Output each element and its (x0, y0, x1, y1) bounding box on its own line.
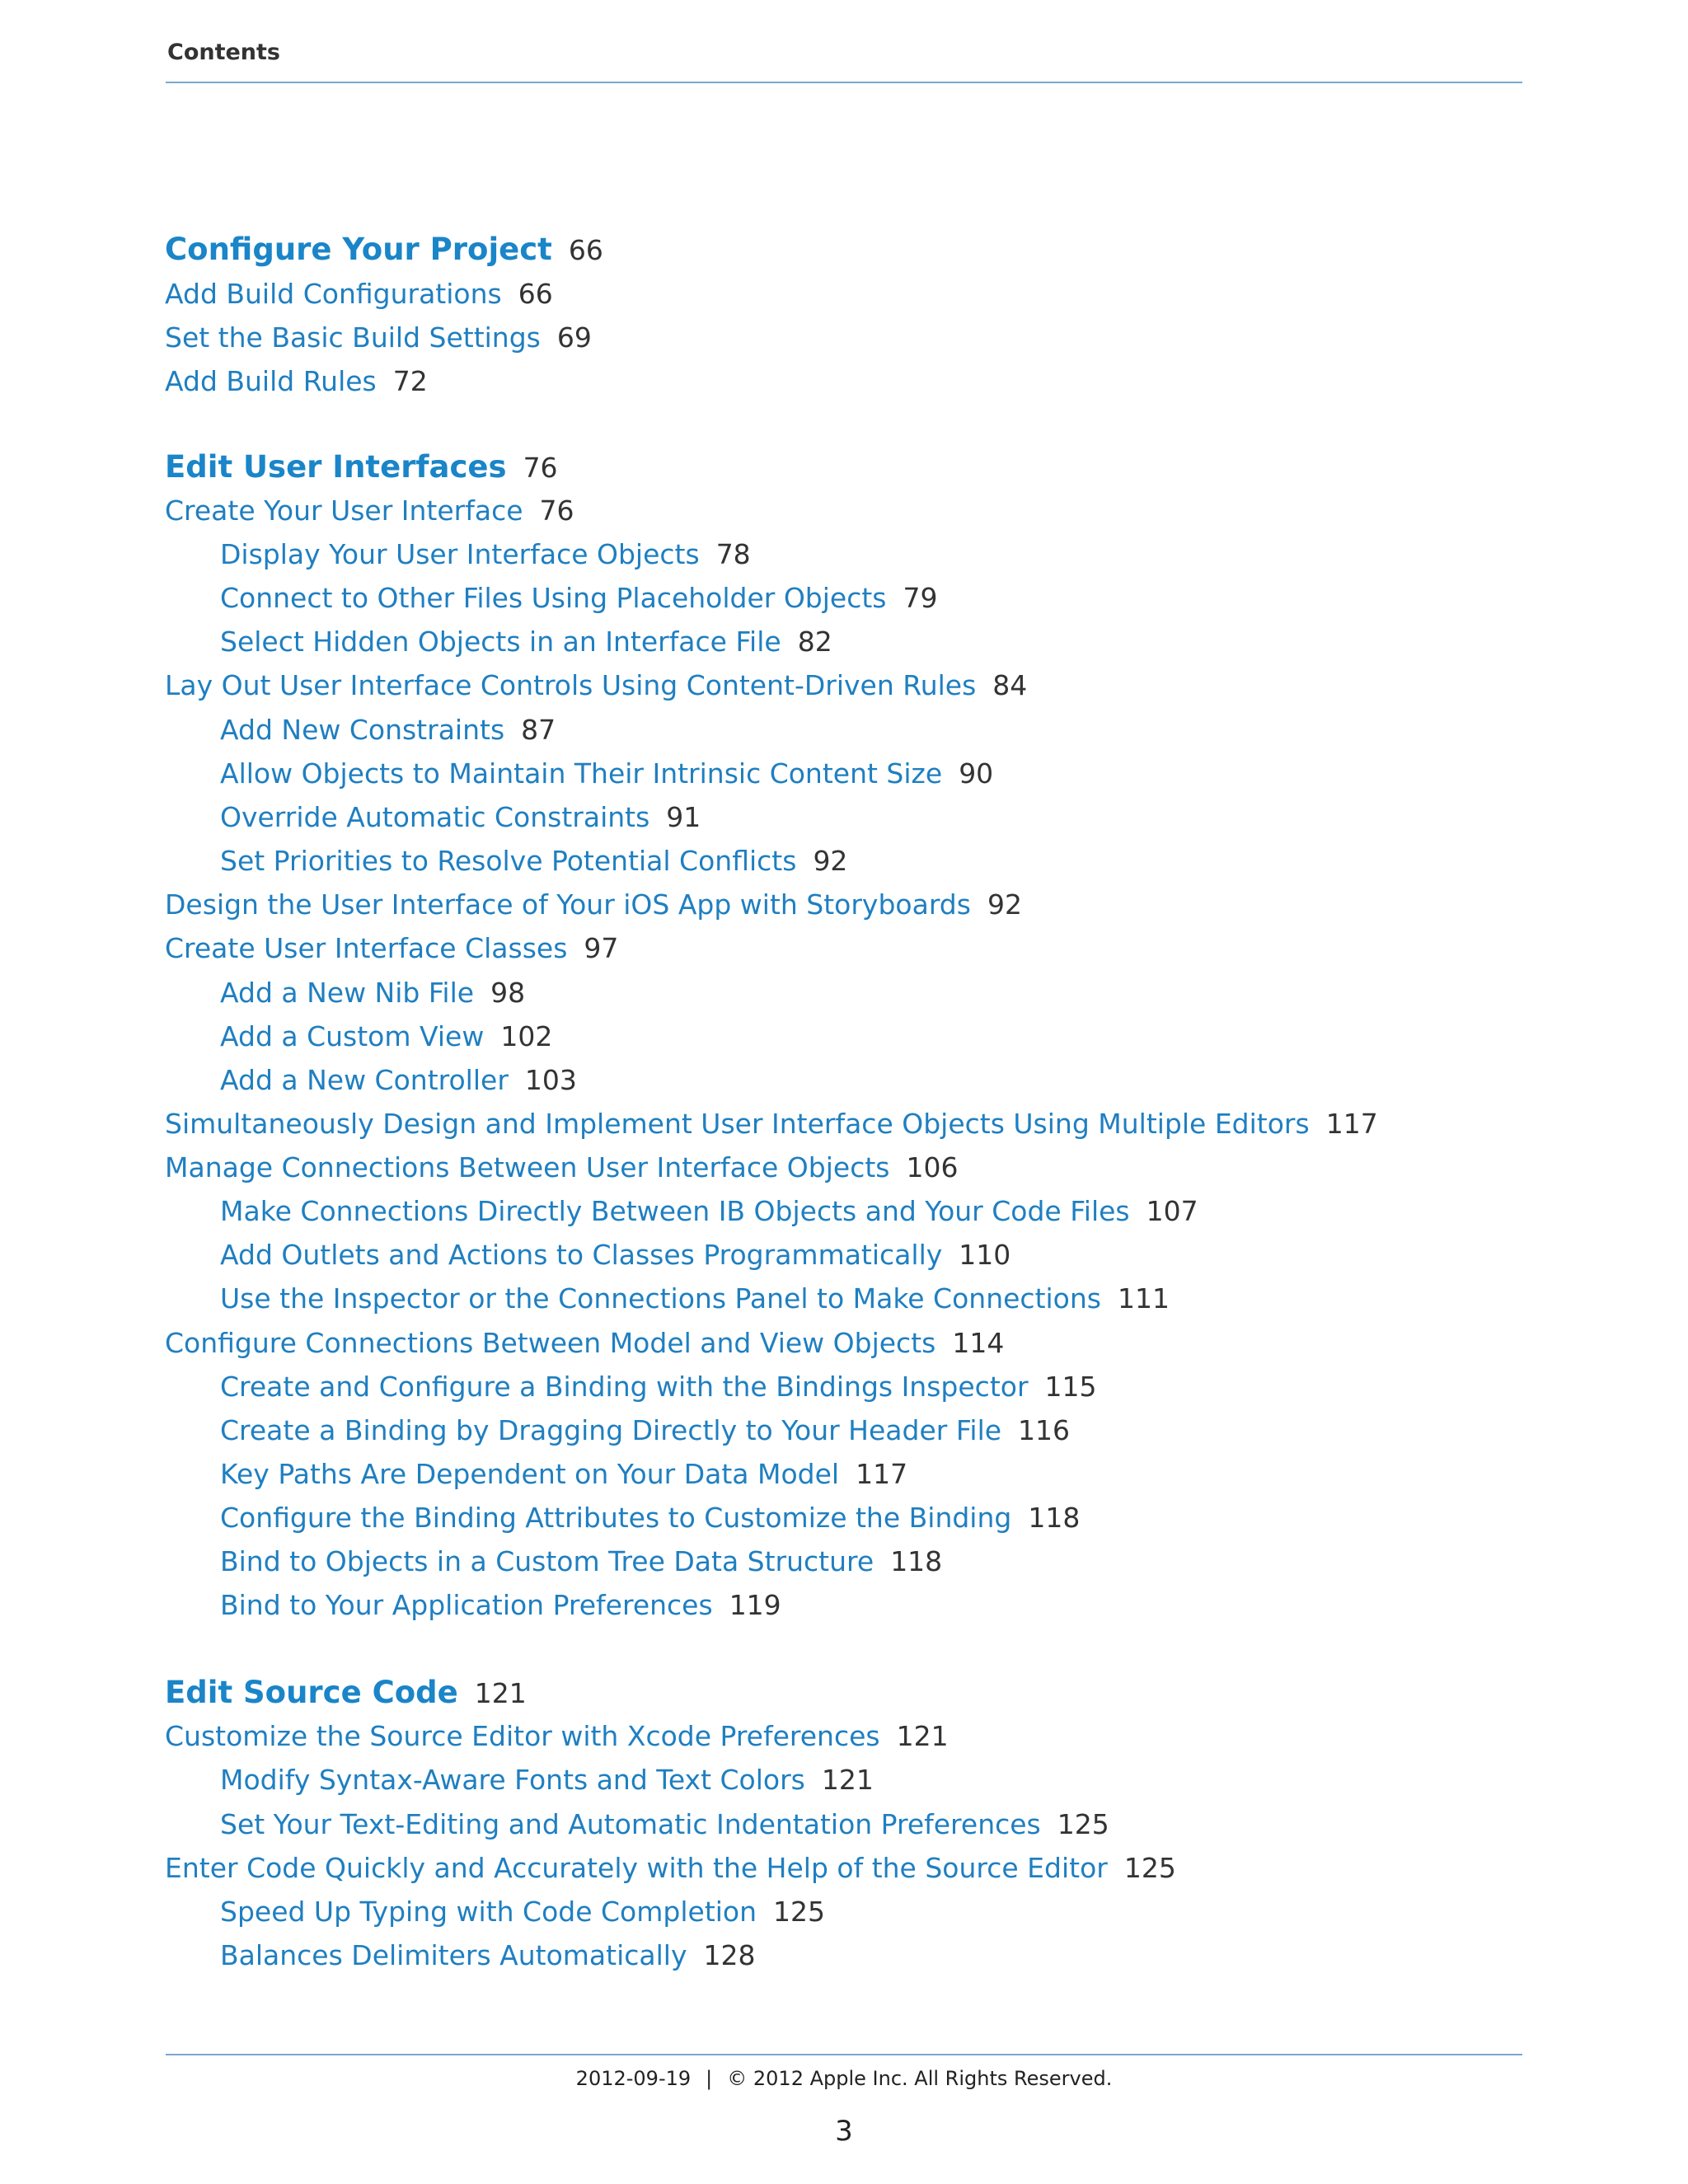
toc-entry-page: 66 (568, 234, 603, 266)
toc-section-link[interactable] (165, 1327, 1004, 1360)
toc-section-link[interactable] (220, 1020, 552, 1053)
toc-entry-page: 116 (1018, 1414, 1071, 1446)
toc-entry-title: Speed Up Typing with Code Completion (220, 1896, 757, 1928)
toc-entry-title: Bind to Objects in a Custom Tree Data Structure (220, 1545, 874, 1577)
toc-section-link[interactable] (220, 1896, 825, 1929)
toc-section-link[interactable] (220, 1239, 1010, 1272)
toc-entry-title: Simultaneously Design and Implement User Interface Objects Using Multiple Editors (165, 1108, 1310, 1140)
toc-entry-page: 97 (584, 932, 619, 964)
toc-section-link[interactable] (220, 1414, 1070, 1447)
footer-rule (166, 2054, 1522, 2055)
footer-date: 2012-09-19 (575, 2067, 692, 2090)
toc-section-link[interactable] (220, 1195, 1198, 1228)
toc-entry-title: Edit Source Code (165, 1675, 458, 1710)
page-number: 3 (835, 2115, 853, 2148)
toc-entry-title: Key Paths Are Dependent on Your Data Model (220, 1458, 840, 1490)
toc-section-link[interactable] (220, 582, 938, 615)
toc-entry-title: Bind to Your Application Preferences (220, 1589, 713, 1621)
toc-entry-page: 110 (959, 1239, 1011, 1271)
toc-section-link[interactable] (165, 321, 592, 354)
toc-section-link[interactable] (220, 714, 556, 747)
toc-entry-page: 119 (729, 1589, 781, 1621)
toc-entry-title: Set Priorities to Resolve Potential Conflicts (220, 845, 797, 877)
toc-chapter-link[interactable] (165, 233, 603, 267)
toc-entry-page: 117 (856, 1458, 908, 1490)
toc-entry-title: Balances Delimiters Automatically (220, 1939, 687, 1971)
toc-section-link[interactable] (220, 1458, 907, 1491)
toc-chapter-link[interactable] (165, 451, 558, 485)
toc-entry-page: 66 (518, 278, 553, 310)
toc-entry-title: Add a New Nib File (220, 977, 475, 1009)
toc-section-link[interactable] (220, 1502, 1080, 1535)
toc-entry-page: 118 (890, 1545, 943, 1577)
toc-entry-title: Customize the Source Editor with Xcode Preferences (165, 1720, 880, 1752)
toc-entry-title: Use the Inspector or the Connections Panel to Make Connections (220, 1282, 1101, 1315)
toc-entry-page: 84 (992, 669, 1028, 701)
toc-entry-title: Create User Interface Classes (165, 932, 568, 964)
toc-section-link[interactable] (165, 494, 574, 527)
toc-section-link[interactable] (165, 888, 1022, 921)
toc-entry-title: Lay Out User Interface Controls Using Content-Driven Rules (165, 669, 977, 701)
toc-entry-page: 121 (896, 1720, 949, 1752)
toc-entry-title: Modify Syntax-Aware Fonts and Text Colors (220, 1764, 805, 1796)
toc-entry-page: 82 (797, 626, 832, 658)
toc-section-link[interactable] (220, 1589, 781, 1622)
toc-entry-page: 79 (903, 582, 938, 614)
toc-entry-page: 76 (539, 494, 574, 527)
toc-entry-title: Set Your Text-Editing and Automatic Indentation Preferences (220, 1808, 1041, 1840)
toc-entry-page: 78 (715, 538, 751, 570)
toc-entry-page: 118 (1028, 1502, 1081, 1534)
toc-entry-page: 107 (1146, 1195, 1198, 1227)
toc-entry-title: Connect to Other Files Using Placeholder Objects (220, 582, 887, 614)
toc-section-link[interactable] (165, 1720, 949, 1753)
toc-entry-title: Display Your User Interface Objects (220, 538, 700, 570)
toc-entry-page: 90 (959, 757, 994, 790)
toc-entry-title: Create Your User Interface (165, 494, 523, 527)
footer-copyright: © 2012 Apple Inc. All Rights Reserved. (727, 2067, 1113, 2090)
toc-entry-title: Create a Binding by Dragging Directly to Your Header File (220, 1414, 1002, 1446)
toc-entry-title: Enter Code Quickly and Accurately with the Help of the Source Editor (165, 1852, 1108, 1884)
toc-entry-title: Add Outlets and Actions to Classes Programmatically (220, 1239, 943, 1271)
footer (0, 2067, 1688, 2090)
toc-section-link[interactable] (220, 1282, 1170, 1315)
toc-section-link[interactable] (165, 1151, 958, 1184)
footer-separator: | (706, 2067, 713, 2090)
toc-section-link[interactable] (220, 1064, 577, 1097)
toc-entry-page: 102 (500, 1020, 553, 1052)
toc-section-link[interactable] (220, 977, 525, 1010)
toc-entry-title: Add Build Configurations (165, 278, 502, 310)
toc-entry-page: 87 (521, 714, 556, 746)
toc-entry-title: Create and Configure a Binding with the Bindings Inspector (220, 1371, 1029, 1403)
toc-entry-page: 121 (474, 1677, 527, 1709)
toc-entry-title: Override Automatic Constraints (220, 801, 650, 833)
toc-section-link[interactable] (220, 538, 751, 571)
toc-section-link[interactable] (165, 278, 553, 311)
toc-entry-page: 76 (523, 452, 558, 484)
toc-entry-page: 92 (813, 845, 848, 877)
toc-entry-page: 125 (1057, 1808, 1109, 1840)
toc-section-link[interactable] (220, 1808, 1109, 1841)
toc-entry-title: Manage Connections Between User Interface Objects (165, 1151, 890, 1183)
toc-entry-title: Configure Your Project (165, 232, 552, 267)
toc-entry-page: 91 (666, 801, 701, 833)
toc-section-link[interactable] (220, 1371, 1097, 1404)
toc-entry-title: Set the Basic Build Settings (165, 321, 541, 354)
toc-entry-page: 111 (1117, 1282, 1170, 1315)
toc-entry-title: Add a New Controller (220, 1064, 509, 1096)
toc-entry-page: 125 (1123, 1852, 1176, 1884)
toc-entry-page: 114 (952, 1327, 1005, 1359)
toc-entry-page: 98 (490, 977, 526, 1009)
toc-entry-title: Configure the Binding Attributes to Customize the Binding (220, 1502, 1012, 1534)
toc-entry-title: Select Hidden Objects in an Interface File (220, 626, 781, 658)
toc-entry-title: Add a Custom View (220, 1020, 485, 1052)
toc-entry-page: 72 (392, 365, 428, 397)
toc-entry-page: 115 (1044, 1371, 1097, 1403)
running-head: Contents (167, 40, 281, 65)
toc-entry-title: Add Build Rules (165, 365, 377, 397)
toc-entry-page: 117 (1325, 1108, 1378, 1140)
toc-section-link[interactable] (220, 757, 993, 790)
toc-entry-title: Add New Constraints (220, 714, 505, 746)
toc-section-link[interactable] (165, 365, 428, 398)
header-rule (166, 82, 1522, 83)
toc-entry-page: 128 (703, 1939, 756, 1971)
toc-entry-title: Edit User Interfaces (165, 449, 507, 485)
toc-section-link[interactable] (165, 932, 618, 965)
toc-section-link[interactable] (220, 1764, 874, 1797)
toc-entry-title: Design the User Interface of Your iOS App with Storyboards (165, 888, 971, 921)
toc-entry-page: 92 (987, 888, 1022, 921)
toc-entry-title: Configure Connections Between Model and View Objects (165, 1327, 936, 1359)
toc-section-link[interactable] (165, 1852, 1176, 1885)
toc-entry-page: 103 (524, 1064, 577, 1096)
toc-section-link[interactable] (165, 1108, 1378, 1141)
toc-entry-page: 69 (556, 321, 592, 354)
toc-section-link[interactable] (165, 669, 1027, 702)
toc-section-link[interactable] (220, 1939, 755, 1972)
toc-entry-page: 125 (773, 1896, 826, 1928)
toc-section-link[interactable] (220, 845, 847, 878)
toc-chapter-link[interactable] (165, 1676, 527, 1710)
toc-entry-page: 121 (821, 1764, 874, 1796)
toc-entry-title: Make Connections Directly Between IB Objects and Your Code Files (220, 1195, 1130, 1227)
toc-entry-title: Allow Objects to Maintain Their Intrinsic Content Size (220, 757, 943, 790)
toc-entry-page: 106 (906, 1151, 959, 1183)
toc-section-link[interactable] (220, 801, 701, 834)
toc-section-link[interactable] (220, 1545, 942, 1578)
toc-section-link[interactable] (220, 626, 832, 658)
